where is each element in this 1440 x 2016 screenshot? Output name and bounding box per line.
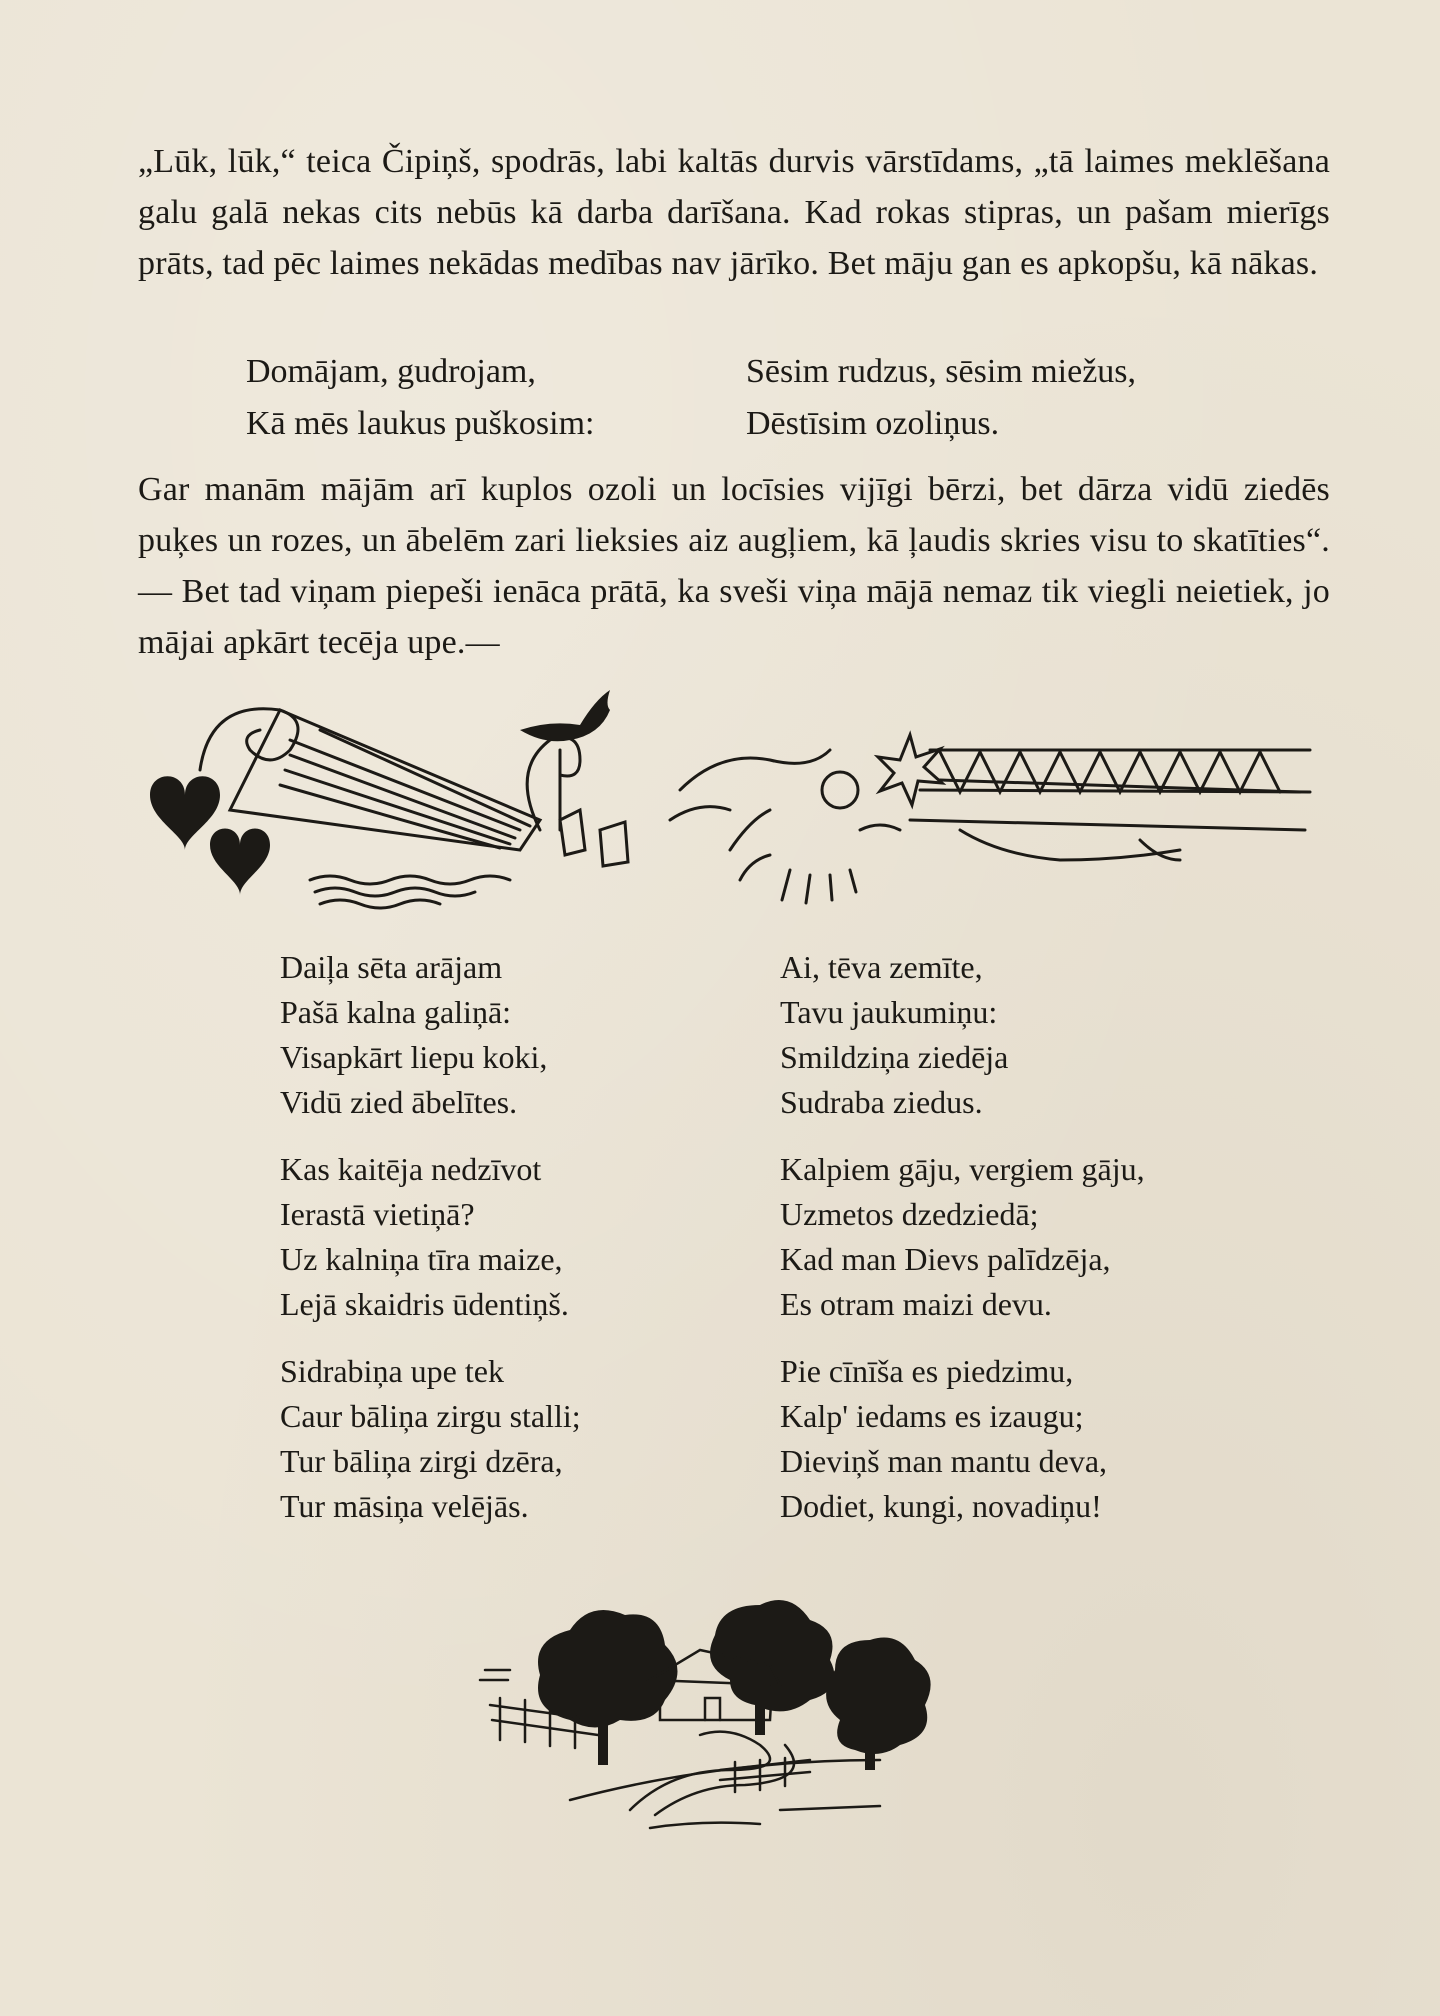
verse-line: Vidū zied ābelītes. [280,1084,518,1120]
couplet-right [746,346,1136,450]
verse-line: Uzmetos dzedziedā; [780,1196,1039,1232]
paragraph-2-text [138,464,1330,668]
verse-line: Tavu jaukumiņu: [780,994,998,1030]
text-line: rokas stipras, un pašam mierīgs prāts, tad pēc laimes nekādas medības [138,194,1330,282]
verse-line: Kā mēs laukus puškosim: [246,405,595,442]
poem-column-left [280,945,581,1551]
verse-line: Caur bāliņa zirgu stalli; [280,1398,581,1434]
verse-line: Ierastā vietiņā? [280,1196,475,1232]
verse-line: Pašā kalna galiņā: [280,994,512,1030]
text-line: Gar manām mājām arī kuplos ozoli un locīsies vijīgi bērzi, bet dārza [138,471,1153,508]
paragraph-2 [138,464,1330,668]
verse-line: Lejā skaidris ūdentiņš. [280,1286,569,1322]
stanza [780,945,1145,1125]
verse-line: Dieviņš man mantu deva, [780,1443,1108,1479]
verse-line: Tur bāliņa zirgi dzēra, [280,1443,563,1479]
verse-line: Sēsim rudzus, sēsim miežus, [746,353,1137,390]
heart-icon [150,776,220,850]
stanza [280,1147,581,1327]
verse-line: Kalpiem gāju, vergiem gāju, [780,1151,1145,1187]
verse-line: Kalp' iedams es izaugu; [780,1398,1084,1434]
verse-line: Sudraba ziedus. [780,1084,983,1120]
text-line: ļaudis skries visu to skatīties“. — Bet tad viņam piepeši ienāca prātā, [138,522,1330,610]
bird-icon [520,690,610,741]
verse-line: Kas kaitēja nedzīvot [280,1151,542,1187]
text-line: laimes meklēšana galu galā nekas cits nebūs kā darba darīšana. Kad [138,143,1330,231]
verse-line: Dodiet, kungi, novadiņu! [780,1488,1102,1524]
verse-line: Pie cīnīša es piedzimu, [780,1353,1074,1389]
folk-ornament-icon [140,680,1320,920]
text-line: ka sveši viņa mājā nemaz tik viegli neietiek, jo mājai apkārt tecēja upe.— [138,573,1331,661]
stanza [280,1349,581,1529]
text-line: nav jārīko. Bet māju gan es apkopšu, kā nākas. [671,245,1319,282]
verse-line: Smildziņa ziedēja [780,1039,1009,1075]
verse-line: Uz kalniņa tīra maize, [280,1241,563,1277]
text-line: „Lūk, lūk,“ teica Čipiņš, spodrās, labi kaltās durvis vārstīdams, „tā [138,143,1074,180]
verse-line: Domājam, gudrojam, [246,353,536,390]
poem-column-right [780,945,1145,1551]
couplet-left [246,346,594,450]
verse-line: Kad man Dievs palīdzēja, [780,1241,1111,1277]
verse-line: Dēstīsim ozoliņus. [746,405,1000,442]
star-icon [878,735,942,805]
verse-line: Tur māsiņa velējās. [280,1488,529,1524]
stanza [780,1147,1145,1327]
homestead-vignette-icon [480,1570,980,1830]
verse-line: Sidrabiņa upe tek [280,1353,504,1389]
text-line: vidū ziedēs puķes un rozes, un ābelēm zari lieksies aiz augļiem, kā [138,471,1330,559]
verse-line: Daiļa sēta arājam [280,949,503,985]
verse-line: Visapkārt liepu koki, [280,1039,548,1075]
stanza [280,945,581,1125]
verse-line: Ai, tēva zemīte, [780,949,983,985]
heart-icon [210,829,270,896]
paragraph-1-text [138,136,1330,289]
verse-line: Es otram maizi devu. [780,1286,1052,1322]
paragraph-1 [138,136,1330,289]
stanza [780,1349,1145,1529]
